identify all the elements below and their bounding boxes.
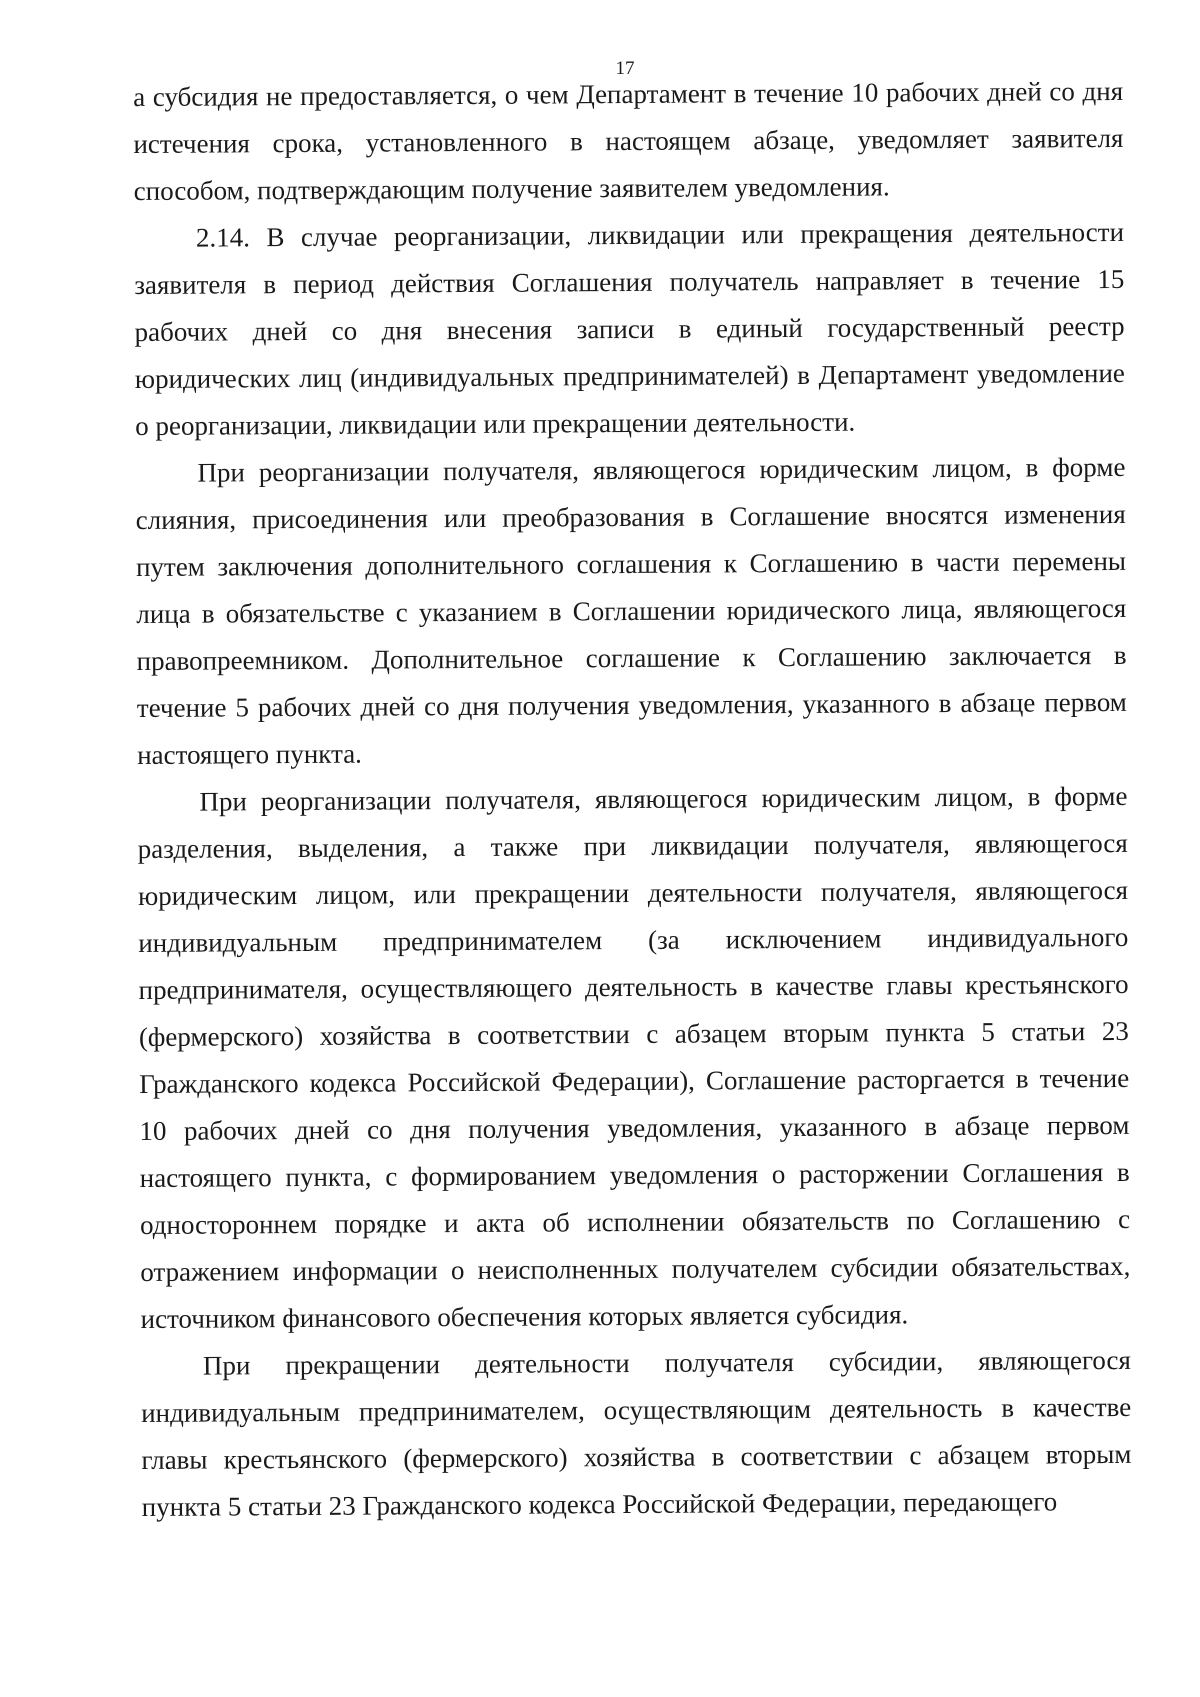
paragraph-division-liquidation: При реорганизации получателя, являющегося юридическим лицом, в форме разделения, выделения, а также при ликвидации получателя, являющегося юридическим лицом, или прекращении деятельности получателя, являющегося индивидуальным предпринимателем (за исключением индивидуального предпринимателя, осуществляющего деятельность в качестве главы крестьянского (фермерского) хозяйства в соответствии с абзацем вторым пункта 5 статьи 23 Гражданского кодекса Российской Федерации), Соглашение расторгается в течение 10 рабочих дней со дня получения уведомления, указанного в абзаце первом настоящего пункта, с формированием уведомления о расторжении Соглашения в одностороннем порядке и акта об исполнении обязательств по Соглашению с отражением информации о неисполненных получателем субсидии обязательствах, источником финансового обеспечения которых является субсидия. — [137, 780, 1131, 1334]
paragraph-farm-head-termination: При прекращении деятельности получателя субсидии, являющегося индивидуальным предпринимателем, осуществляющим деятельность в качестве главы крестьянского (фермерского) хозяйства в соответствии с абзацем вторым пункта 5 статьи 23 Гражданского кодекса Российской Федерации, передающего — [141, 1344, 1132, 1522]
paragraph-2-14: 2.14. В случае реорганизации, ликвидации или прекращения деятельности заявителя в период действия Соглашения получатель направляет в течение 15 рабочих дней со дня внесения записи в единый государственный реестр юридических лиц (индивидуальных предпринимателей) в Департамент уведомление о реорганизации, ликвидации или прекращении деятельности. — [134, 216, 1125, 441]
document-body — [133, 68, 1132, 1531]
page-number: 17 — [615, 58, 635, 79]
paragraph-merger-reorganization: При реорганизации получателя, являющегося юридическим лицом, в форме слияния, присоединения или преобразования в Соглашение вносятся изменения путем заключения дополнительного соглашения к Соглашению в части перемены лица в обязательстве с указанием в Соглашении юридического лица, являющегося правопреемником. Дополнительное соглашение к Соглашению заключается в течение 5 рабочих дней со дня получения уведомления, указанного в абзаце первом настоящего пункта. — [135, 451, 1127, 770]
paragraph-continuation: а субсидия не предоставляется, о чем Департамент в течение 10 рабочих дней со дня истечения срока, установленного в настоящем абзаце, уведомляет заявителя способом, подтверждающим получение заявителем уведомления. — [133, 75, 1124, 206]
